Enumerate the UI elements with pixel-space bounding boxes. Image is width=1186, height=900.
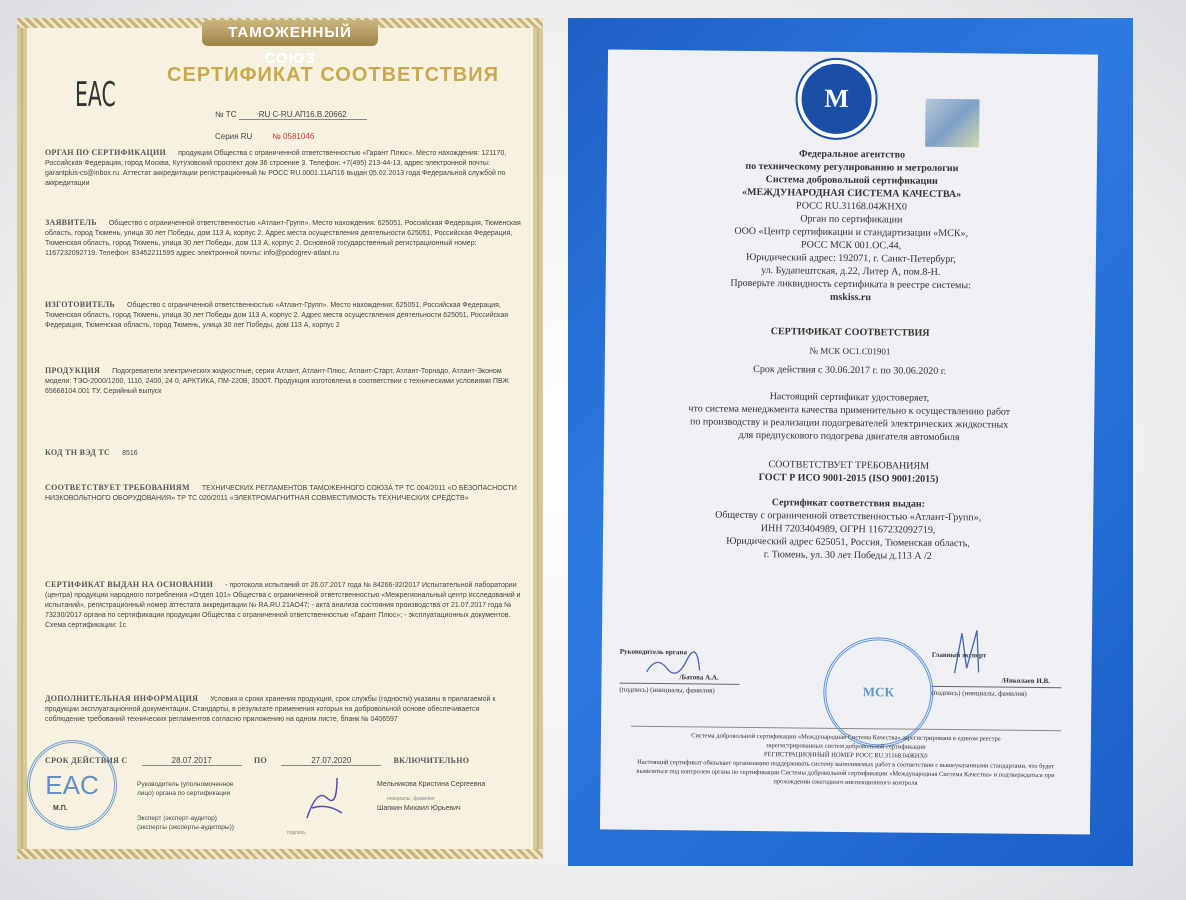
hologram-sticker	[925, 99, 979, 148]
header-line: Федеральное агентство	[798, 148, 906, 161]
section-products: ПРОДУКЦИЯ Подогреватели электрических жидкостные, серии Атлант, Атлант-Плюс, Атлант-Старт, Атлант-Торнадо, Атлант-Эконом модели: ТЭО-2000/1200, 1110, 2400, 24 0, АРКТИКА, ПМ-220В, 3500Т. Продукция изготовлена в соответствии с техническими условиями ПВЖ 65668104.001 ТУ. Серийный выпуск	[45, 366, 509, 395]
issued-to: г. Тюмень, ул. 30 лет Победы д.113 А /2	[763, 549, 932, 562]
address: ул. Будапештская, д.22, Литер А, пом.8-Н.	[761, 265, 941, 278]
head-label: Руководитель (уполномоченное лицо) органа по сертификации	[137, 781, 234, 797]
validity-period: СРОК ДЕЙСТВИЯ С 28.07.2017 ПО 27.07.2020 ВКЛЮЧИТЕЛЬНО	[45, 756, 470, 765]
eac-logo: EAC	[75, 75, 116, 115]
eac-stamp: EAC	[27, 740, 117, 830]
site-link: mskiss.ru	[830, 291, 871, 304]
section-certification-body: ОРГАН ПО СЕРТИФИКАЦИИ продукции Общества с ограниченной ответственностью «Гарант Плюс». Место нахождения: 121170, Российская Федерация, город Москва, Кутузовский проспект дом 36 строение 3. Телефон: +7(495) 213-44-13, адрес электронной почты: garantplus-cs@inbox.ru. Аттестат аккредитации регистрационный № РОСС RU.0001.11АП16 выдан 05.02.2013 года Федеральной службой по аккредитации	[45, 148, 507, 187]
system-name: «МЕЖДУНАРОДНАЯ СИСТЕМА КАЧЕСТВА»	[741, 186, 962, 201]
certificate-series: Серия RU № 0581046	[215, 132, 315, 141]
issued-to: Юридический адрес 625051, Россия, Тюменская область,	[726, 535, 970, 550]
name-caption: инициалы, фамилия	[387, 796, 435, 802]
signature	[297, 768, 357, 828]
statement: что система менеджмента качества применительно к осуществлению работ	[688, 403, 1011, 418]
msk-stamp: МСК	[823, 637, 934, 748]
issued-to: Обществу с ограниченной ответственностью «Атлант-Групп»,	[715, 509, 982, 524]
statement: для предпускового подогрева двигателя автомобиля	[738, 429, 960, 444]
quality-system-certificate	[568, 18, 1133, 866]
statement: по производству и реализации подогревателей электрических жидкостных	[690, 416, 1009, 431]
stamp-mark: М.П.	[53, 805, 68, 812]
body-label: Орган по сертификации	[800, 213, 903, 226]
certificate-paper	[600, 49, 1098, 834]
section-requirements: СООТВЕТСТВУЕТ ТРЕБОВАНИЯМ ТЕХНИЧЕСКИХ РЕГЛАМЕНТОВ ТАМОЖЕННОГО СОЮЗА ТР ТС 004/2011 «О БЕЗОПАСНОСТИ НИЗКОВОЛЬТНОГО ОБОРУДОВАНИЯ» ТР ТС 020/2011 «ЭЛЕКТРОМАГНИТНАЯ СОВМЕСТИМОСТЬ ТЕХНИЧЕСКИХ СРЕДСТВ»	[45, 483, 517, 502]
signature	[947, 628, 998, 679]
check-text: Проверьте ликвидность сертификата в реестре системы:	[730, 277, 971, 292]
certificate-number: № ТС RU C-RU.АП16.В.20662	[215, 110, 367, 120]
customs-union-banner: ТАМОЖЕННЫЙ СОЮЗ	[202, 20, 378, 46]
expert-name: Шапкин Михаил Юрьевич	[377, 805, 461, 812]
head-name: Мельникова Кристина Сергеевна	[377, 781, 486, 788]
header-line: Система добровольной сертификации	[765, 174, 938, 187]
system-reg: РОСС RU.31168.04ЖНХ0	[796, 200, 907, 213]
certificate-number: № МСК ОС1.С01901	[809, 345, 891, 357]
issued-to: ИНН 7203404989, ОГРН 1167232092719,	[760, 523, 936, 536]
expert-label: Эксперт (эксперт-аудитор) (эксперты (эксперты-аудиторы))	[137, 815, 234, 831]
section-additional-info: ДОПОЛНИТЕЛЬНАЯ ИНФОРМАЦИЯ Условия и сроки хранения продукции, срок службы (годности) указаны в прилагаемой к продукции эксплуатационной документации. Стандарты, в результате применения которых на добровольной основе обеспечивается соблюдение требований технических регламентов согласно приложению на одном листе, бланк № 0406597	[45, 694, 496, 723]
ornament-border	[17, 849, 543, 859]
statement: Настоящий сертификат удостоверяет,	[769, 391, 930, 404]
validity: Срок действия с 30.06.2017 г. по 30.06.2020 г.	[753, 363, 947, 378]
expert-signature-block: Главный эксперт /Николаев И.В. (подпись) (инициалы, фамилия)	[931, 649, 1062, 701]
header-line: по техническому регулированию и метрологии	[745, 160, 959, 175]
footer-text: Система добровольной сертификации «Международная Система Качества» зарегистрирована в едином реестре зарегистрированных систем добровольной сертификации РЕГИСТРАЦИОННЫЙ НОМЕР РОСС RU.31168.04ЖНХ0 Настоящий сертификат обязывает организацию поддерживать систему выполняемых работ в соответствии с вышеуказанными стандартами, что будет выявляться под контролем органа по сертификации Системы добровольной сертификации «Международная Система Качества» и подтверждаться при прохождении ежегодного инспекционного контроля	[630, 726, 1061, 789]
sign-caption: подпись	[287, 830, 306, 836]
body-name: ООО «Центр сертификации и стандартизации «МСК»,	[734, 225, 969, 240]
conforms-label: СООТВЕТСТВУЕТ ТРЕБОВАНИЯМ	[768, 459, 930, 472]
head-signature-block: Руководитель органа /Батова А.А. (подпись) (инициалы, фамилия)	[619, 646, 740, 698]
msk-logo-icon: M	[797, 59, 876, 138]
issued-label: Сертификат соответствия выдан:	[771, 497, 926, 510]
address: Юридический адрес: 192071, г. Санкт-Петербург,	[745, 251, 956, 266]
body-reg: РОСС МСК 001.ОС.44,	[800, 239, 902, 252]
section-manufacturer: ИЗГОТОВИТЕЛЬ Общество с ограниченной ответственностью «Атлант-Групп». Место нахождения: 625051, Российская Федерация, Тюменская область, город Тюмень, улица 30 лет Победы дом 113 А, корпус 2. Адрес места осуществления деятельности 625051, Российская Федерация, Тюменская область, город Тюмень, улица 30 лет Победы, дом 113 А, корпус 2	[45, 300, 509, 329]
signature	[641, 650, 701, 681]
certificate-title: СЕРТИФИКАТ СООТВЕТСТВИЯ	[167, 64, 499, 86]
section-basis: СЕРТИФИКАТ ВЫДАН НА ОСНОВАНИИ - протокола испытаний от 26.07.2017 года № 84266-32/2017 Испытательной лаборатории (центра) продукции народного потребления «Отдел 101» Общества с ограниченной ответственностью «Межрегиональный центр исследований и испытаний», регистрационный номер аттестата аккредитации № RA.RU.21АО47; - акта анализа состояния производства от 21.07.2017 года № 73230/2017 органа по сертификации продукции Общества с ограниченной ответственностью «Гарант Плюс»; - эксплуатационных документов. Схема сертификации: 1с	[45, 580, 521, 629]
section-applicant: ЗАЯВИТЕЛЬ Общество с ограниченной ответственностью «Атлант-Групп». Место нахождения: 625051, Российская Федерация, Тюменская область, город Тюмень, улица 30 лет Победы, дом 113 А, корпус 2. Адрес места осуществления деятельности 625051, Российская Федерация, Тюменская область, город Тюмень, улица 30 лет Победы, дом 113 А, корпус 2. Основной государственный регистрационный номер: 1167232092719. Телефон: 83452211595 адрес электронной почты: info@podogrev-atlant.ru	[45, 218, 521, 257]
customs-union-certificate	[17, 18, 543, 859]
certificate-title: СЕРТИФИКАТ СООТВЕТСТВИЯ	[770, 326, 930, 339]
section-hs-code: КОД ТН ВЭД ТС 8516	[45, 448, 138, 457]
standard: ГОСТ Р ИСО 9001-2015 (ISO 9001:2015)	[758, 472, 939, 485]
